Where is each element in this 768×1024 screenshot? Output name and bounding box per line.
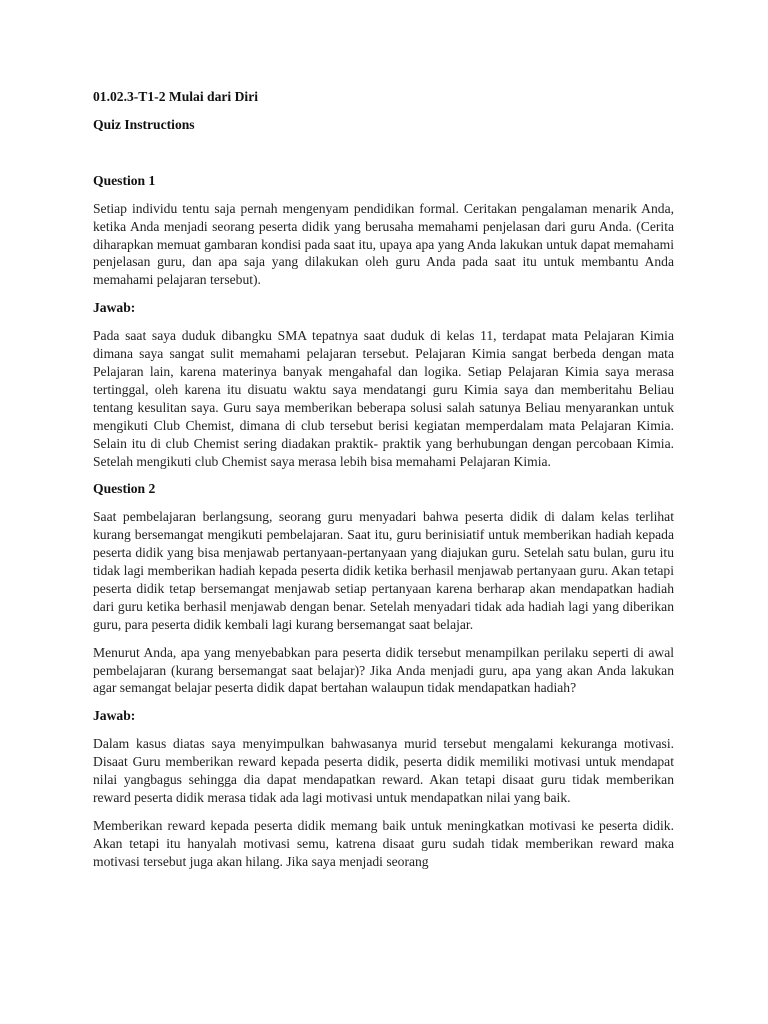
question-2-answer-text-1: Dalam kasus diatas saya menyimpulkan bahwasanya murid tersebut mengalami kekuranga motivasi. Disaat Guru memberikan reward kepada peserta didik, peserta didik memiliki motivasi untuk mendapat nilai yangbagus sehingga dia dapat mendapatkan reward. Akan tetapi disaat guru tidak memberikan reward peserta didik merasa tidak ada lagi motivasi untuk mendapatkan nilai yang baik.	[93, 736, 674, 805]
question-1-answer-text: Pada saat saya duduk dibangku SMA tepatnya saat duduk di kelas 11, terdapat mata Pelajaran Kimia dimana saya sangat sulit memahami pelajaran tersebut. Pelajaran Kimia sangat berbeda dengan mata Pelajaran lain, karena materinya banyak mengahafal dan logika. Setiap Pelajaran Kimia saya merasa tertinggal, oleh karena itu disuatu waktu saya mendatangi guru Kimia saya dan memberitahu Beliau tentang kesulitan saya. Guru saya memberikan beberapa solusi salah satunya Beliau menyarankan untuk mengikuti Club Chemist, dimana di club tersebut berisi kegiatan memperdalam mata Pelajaran Kimia. Selain itu di club Chemist sering diadakan praktik- praktik yang berhubungan dengan percobaan Kimia. Setelah mengikuti club Chemist saya merasa lebih bisa memahami Pelajaran Kimia.	[93, 328, 674, 469]
question-2-heading: Question 2	[93, 481, 156, 497]
document-title: 01.02.3-T1-2 Mulai dari Diri	[93, 89, 259, 104]
document-page	[93, 88, 674, 881]
quiz-instructions-heading: Quiz Instructions	[93, 116, 195, 132]
question-2-text-2: Menurut Anda, apa yang menyebabkan para peserta didik tersebut menampilkan perilaku seperti di awal pembelajaran (kurang bersemangat saat belajar)? Jika Anda menjadi guru, apa yang akan Anda lakukan agar semangat belajar peserta didik dapat bertahan walaupun tidak mendapatkan hadiah?	[93, 644, 674, 696]
question-1-text: Setiap individu tentu saja pernah mengenyam pendidikan formal. Ceritakan pengalaman menarik Anda, ketika Anda menjadi seorang peserta didik yang berusaha memahami penjelasan dari guru Anda. (Cerita diharapkan memuat gambaran kondisi pada saat itu, upaya apa yang Anda lakukan untuk dapat memahami penjelasan guru, dan apa saja yang dilakukan oleh guru Anda pada saat itu untuk membantu Anda memahami pelajaran tersebut).	[93, 200, 674, 288]
question-2-answer-label: Jawab:	[93, 708, 136, 724]
question-2-text-1: Saat pembelajaran berlangsung, seorang guru menyadari bahwa peserta didik di dalam kelas terlihat kurang bersemangat mengikuti pembelajaran. Saat itu, guru berinisiatif untuk memberikan hadiah kepada peserta didik yang bisa menjawab pertanyaan-pertanyaan yang diajukan guru. Setelah satu bulan, guru itu tidak lagi memberikan hadiah kepada peserta didik ketika berhasil menjawab pertanyaan guru. Akan tetapi peserta didik tetap bersemangat menjawab setiap pertanyaan karena berharap akan mendapatkan hadiah dari guru ketika berhasil menjawab dengan benar. Setelah menyadari tidak ada hadiah lagi yang diberikan guru, para peserta didik kembali lagi kurang bersemangat saat belajar.	[93, 509, 674, 632]
question-1-heading: Question 1	[93, 172, 156, 188]
question-2-answer-text-2: Memberikan reward kepada peserta didik memang baik untuk meningkatkan motivasi ke peserta didik. Akan tetapi itu hanyalah motivasi semu, katrena disaat guru sudah tidak memberikan reward maka motivasi tersebut juga akan hilang. Jika saya menjadi seorang	[93, 817, 674, 869]
question-1-answer-label: Jawab:	[93, 300, 136, 316]
